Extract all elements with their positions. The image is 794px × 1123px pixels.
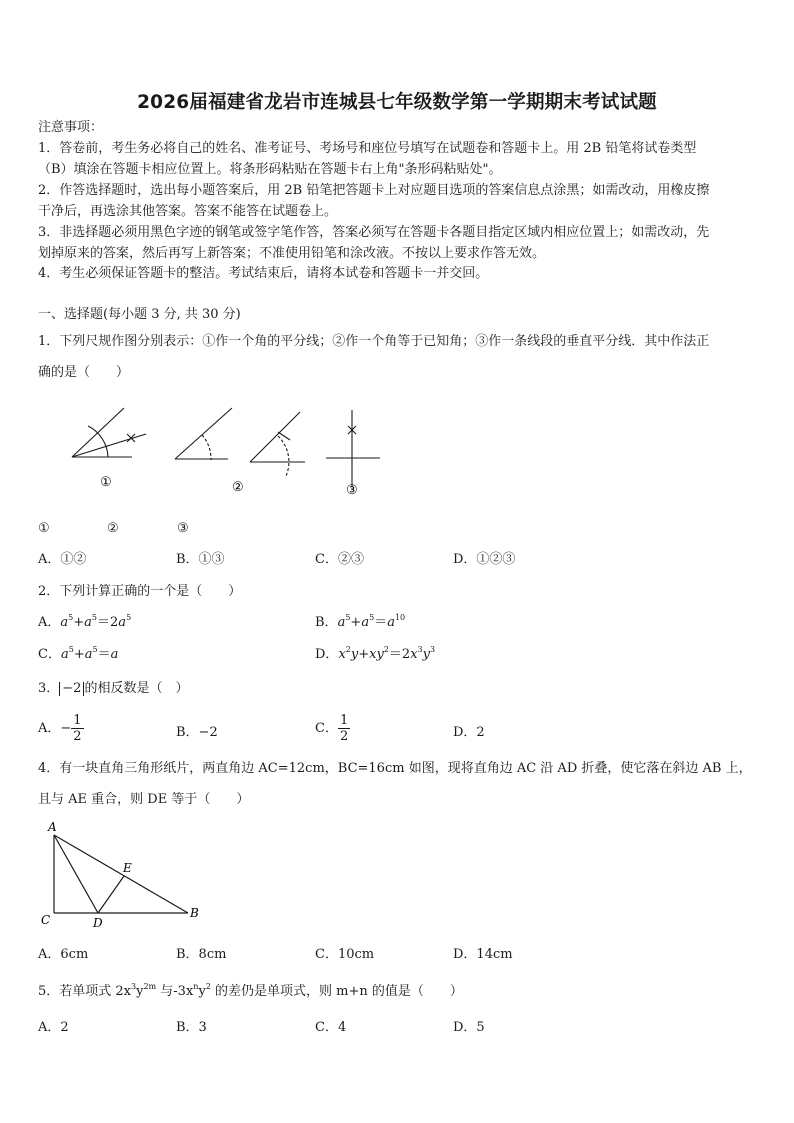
q4-option-b[interactable]: B．8cm <box>176 947 227 962</box>
vertex-label-a: A <box>48 820 57 834</box>
q4-triangle-figure <box>38 818 208 933</box>
q5-option-a[interactable]: A．2 <box>38 1020 69 1035</box>
q3-option-c[interactable]: C． $\frac{1}{2}$ <box>315 713 349 744</box>
q1-option-a[interactable]: A．①② <box>38 552 87 567</box>
q1-option-d[interactable]: D．①②③ <box>453 552 516 567</box>
q3-option-d[interactable]: D．2 <box>453 725 485 740</box>
q1-row-label: ② <box>107 521 119 536</box>
fig1-arc <box>88 426 108 457</box>
q5-stem: 5．若单项式 $2x^3y^{2m}$ 与$-3x^ny^2$ 的差仍是单项式，则 m+n 的值是（ ） <box>38 981 463 999</box>
q3-option-a[interactable]: A．− $\frac{1}{2}$ <box>38 713 82 744</box>
q4-option-a[interactable]: A．6cm <box>38 947 89 962</box>
q1-fig-label: ③ <box>346 483 358 498</box>
q3-stem: 3． −2 的相反数是（ ） <box>38 681 189 696</box>
q3-option-b[interactable]: B．−2 <box>176 725 218 740</box>
q1-row-label: ③ <box>177 521 189 536</box>
fraction: $\frac{1}{2}$ <box>339 713 349 744</box>
q5-option-c[interactable]: C．4 <box>315 1020 347 1035</box>
fig1-bisector <box>72 434 146 457</box>
q4-stem-line2: 且与 AE 重合，则 DE 等于（ ） <box>38 792 250 807</box>
fig1-ray-upper <box>72 408 124 457</box>
q1-row-label: ① <box>38 521 50 536</box>
notice-line: 1．答卷前，考生务必将自己的姓名、准考证号、考场号和座位号填写在试题卷和答题卡上。用 2B 铅笔将试卷类型 <box>38 141 697 156</box>
q4-option-c[interactable]: C．10cm <box>315 947 375 962</box>
notice-line: （B）填涂在答题卡相应位置上。将条形码粘贴在答题卡右上角"条形码粘贴处"。 <box>38 162 502 177</box>
segment-de <box>98 876 124 913</box>
q2-option-b[interactable]: B．$a^5+a^5=a^{10}$ <box>315 612 406 630</box>
q5-option-b[interactable]: B．3 <box>176 1020 207 1035</box>
fig3-mark <box>278 432 290 440</box>
side-ab <box>54 835 188 913</box>
fig2-ray-upper <box>175 408 232 459</box>
fig3-ray-upper <box>250 412 300 462</box>
vertex-label-c: C <box>41 913 51 927</box>
q4-stem-line1: 4．有一块直角三角形纸片，两直角边 AC=12cm，BC=16cm 如图，现将直角边 AC 沿 AD 折叠，使它落在斜边 AB 上， <box>38 761 752 776</box>
notice-line: 2．作答选择题时，选出每小题答案后，用 2B 铅笔把答题卡上对应题目选项的答案信息点涂黑；如需改动，用橡皮擦 <box>38 183 710 198</box>
q2-option-c[interactable]: C．$a^5+a^5=a$ <box>38 644 119 662</box>
fig2-arc <box>202 435 211 460</box>
notice-line: 3．非选择题必须用黑色字迹的钢笔或签字笔作答，答案必须写在答题卡各题目指定区域内相应位置上；如需改动，先 <box>38 225 710 240</box>
q2-stem: 2．下列计算正确的一个是（ ） <box>38 584 242 599</box>
q1-stem-line2: 确的是（ ） <box>38 365 130 380</box>
q2-option-d[interactable]: D．$x^2y+xy^2=2x^3y^3$ <box>315 644 436 662</box>
q1-fig-label: ① <box>100 475 112 490</box>
q2-option-a[interactable]: A．$a^5+a^5=2a^5$ <box>38 612 132 630</box>
exam-title: 2026届福建省龙岩市连城县七年级数学第一学期期末考试试题 <box>137 92 657 113</box>
q1-stem-line1: 1．下列尺规作图分别表示：①作一个角的平分线；②作一个角等于已知角；③作一条线段的垂直平分线．其中作法正 <box>38 334 710 349</box>
q1-construction-figures <box>60 402 390 502</box>
fold-ad <box>54 835 98 913</box>
notice-line: 干净后，再选涂其他答案。答案不能答在试题卷上。 <box>38 204 338 219</box>
fig3-arc <box>278 436 289 476</box>
vertex-label-d: D <box>93 916 103 930</box>
section-heading: 一、选择题(每小题 3 分, 共 30 分) <box>38 307 241 322</box>
vertex-label-b: B <box>190 906 199 920</box>
q1-fig-label: ② <box>232 480 244 495</box>
q1-option-c[interactable]: C．②③ <box>315 552 364 567</box>
notice-line: 划掉原来的答案，然后再写上新答案；不准使用铅笔和涂改液。不按以上要求作答无效。 <box>38 246 546 261</box>
q5-option-d[interactable]: D．5 <box>453 1020 485 1035</box>
notice-line: 4．考生必须保证答题卡的整洁。考试结束后，请将本试卷和答题卡一并交回。 <box>38 266 489 281</box>
fraction: $\frac{1}{2}$ <box>73 713 82 744</box>
absolute-value: −2 <box>59 682 84 696</box>
notice-heading: 注意事项： <box>38 120 104 135</box>
vertex-label-e: E <box>123 861 132 875</box>
q4-option-d[interactable]: D．14cm <box>453 947 513 962</box>
q1-option-b[interactable]: B．①③ <box>176 552 225 567</box>
